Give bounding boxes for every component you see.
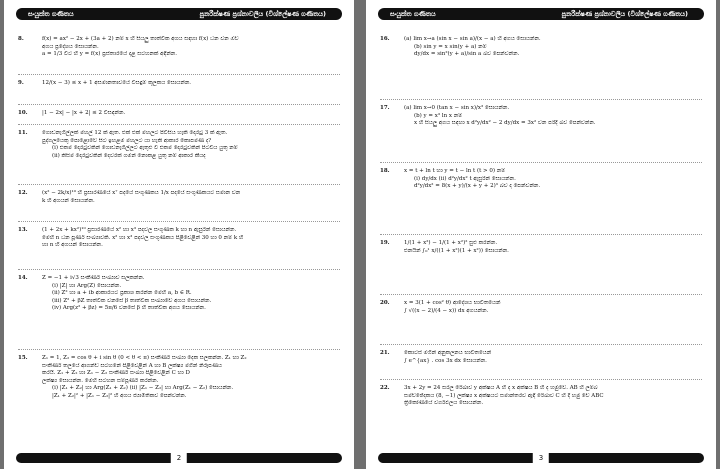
- question-body: [42, 275, 340, 313]
- question-body: [404, 240, 702, 255]
- question-separator: [18, 124, 340, 125]
- question-text-line: කොටස් මගින් අනුකලනය භාවිතයෙන්: [404, 350, 492, 356]
- question-number: 16.: [380, 36, 390, 42]
- question-number: 8.: [18, 36, 24, 42]
- question-text-line: Z = −1 + i√3 සංකීර්ණ සංඛ්‍යාව සලකන්න.: [42, 275, 145, 281]
- question-number: 10.: [18, 110, 28, 116]
- left-page: [4, 0, 354, 469]
- question: [18, 275, 340, 313]
- question-separator: [18, 74, 340, 75]
- question: [380, 350, 702, 365]
- question-separator: [380, 162, 702, 163]
- page-number: 3: [533, 452, 549, 464]
- sub-question-line: d²y/dx² = 8(x + y)/(x + y + 2)³ බව ද පෙන්වන්න.: [414, 183, 541, 190]
- question-text-line: සංකීර්ණ තලයේ ආගන්ඩ් සටහනේ පිළිවෙළින් A හා B ලක්ෂ්‍ය මගින් නිරූපණය: [42, 362, 222, 369]
- question-separator: [380, 379, 702, 380]
- sub-question-line: (iii) Z² + βZ තාත්වික වනසේ β තාත්වික සංඛ්‍යාවේ අගය සොයන්න.: [52, 297, 212, 304]
- header-title: පුනරීක්ෂණ ප්‍රශ්නාවලිය (විශ්ලේෂණ ගණිතය): [199, 9, 326, 18]
- question-separator: [380, 344, 702, 345]
- question-text-line: හා n හි අගයන් සොයන්න.: [42, 242, 103, 249]
- question-text-line: f(x) = ax² − 2x + (3a + 2) නම් x හි සියලු තාත්වික අගය සඳහා f(x) ධන වන ඔව්: [42, 36, 239, 42]
- question: [18, 190, 340, 205]
- sub-question-line: (ii) Z² හා a + ib ආකාරයට ප්‍රකාශ කරන්න මෙහි a, b ∈ R.: [52, 290, 192, 297]
- question-text-line: (a) lim x→a (sin x − sin a)/(x − a) හි අගය සොයන්න.: [404, 36, 541, 42]
- question-body: [42, 190, 340, 205]
- question-text-line: කරයි. Z₁ + Z₂ හා Z₁ − Z₂ සංකීර්ණ සංඛ්‍යා පිළිවෙළින් C හා D: [42, 370, 190, 377]
- sub-question-line: (b) y = x³ ln x නම්: [414, 112, 463, 119]
- question: [380, 36, 702, 59]
- question-body: [42, 36, 340, 59]
- page-header: [378, 8, 704, 20]
- question-number: 21.: [380, 350, 390, 356]
- page-footer: [16, 453, 342, 463]
- question-number: 20.: [380, 300, 390, 306]
- question: [18, 110, 340, 118]
- question: [18, 227, 340, 250]
- question-body: [404, 105, 702, 128]
- question-text-line: k හි අගයන් සොයන්න.: [42, 197, 95, 204]
- question-number: 12.: [18, 190, 28, 196]
- question-number: 9.: [18, 80, 24, 86]
- question-number: 13.: [18, 227, 28, 233]
- question-separator: [18, 349, 340, 350]
- question-text-line: ගොඩනැගිල්ලක් මහල් 12 ක් ඇත. එක් එක් මහලට පිවිසිය හැකි දොරටු 3 ක් ඇත.: [42, 130, 228, 136]
- question-body: [404, 36, 702, 59]
- question-body: [42, 355, 340, 401]
- question-separator: [18, 104, 340, 105]
- sub-question-line: dy/dx = sin²(y + a)/sin a බව පෙන්වන්න.: [414, 51, 520, 58]
- sub-question-line: (ii) කිසිම දොරටුවකින් දෙවරක් ගමන් නොකළ යුතු නම් ආකාර කීයද: [52, 152, 206, 159]
- question-text-line: (1 + 2x + kx²)¹⁰ ප්‍රසාරණයේ x² හා x³ පදවල සංගුණක k හා n ඇසුරින් සොයන්න.: [42, 227, 237, 233]
- question-text-line: අගය ප්‍රදේශය සොයන්න.: [42, 43, 99, 50]
- page-number: 2: [171, 452, 187, 464]
- question: [18, 36, 340, 59]
- question: [380, 240, 702, 255]
- question: [380, 385, 702, 408]
- question-text-line: එනයින් ∫₀¹ x/((1 + x²)(1 + x²)) සොයන්න.: [404, 247, 509, 254]
- question-text-line: x = t + ln t හා y = t − ln t (t > 0) නම්: [404, 168, 506, 174]
- sub-question-line: (iv) Arg(z² + βz) = 5π/6 වනසේ β හි තාත්වික අගය සොයන්න.: [52, 305, 206, 312]
- question-text-line: සමච්ඡේදකය (8, −1) ලක්ෂ්‍ය x අක්ෂයට සමාන්තරව ඇඳි රේඛාව C හි දී හමු වේ ABC: [404, 392, 604, 399]
- question-body: [42, 130, 340, 160]
- question-text-line: 12/(x − 3) ≤ x + 1 අසමානතාවයේ විසඳුම් කුලකය සොයන්න.: [42, 80, 192, 86]
- question-text-line: පුද්ගලයෙකු පොළොවේ සිට ඉහළම මහලට යා හැකි ආකාර කොපමණ ද?: [42, 137, 212, 144]
- question-text-line: ලක්ෂ්‍ය සොයන්න. මෙහි සටහන සම්පූර්ණ කරන්න.: [42, 377, 159, 384]
- question: [18, 355, 340, 401]
- question-body: [42, 227, 340, 250]
- question-number: 18.: [380, 168, 390, 174]
- question: [380, 168, 702, 191]
- question-text-line: Z₁ = 1, Z₂ = cos θ + i sin θ (0 < θ < π) සංකීර්ණ සංඛ්‍යා දෙක සලකන්න. Z₁ හා Z₂: [42, 355, 247, 361]
- question-text-line: 3x + 2y = 24 සරල රේඛාව y අක්ෂය A හි ද x අක්ෂය B හි ද හමුවේ. AB හි ලම්බ: [404, 385, 598, 391]
- question-body: [42, 80, 340, 88]
- question: [18, 130, 340, 160]
- question-text-line: x = 3(1 + cos² θ) ආදේශය භාවිතයෙන්: [404, 300, 501, 306]
- question-separator: [380, 99, 702, 100]
- right-page: [366, 0, 716, 469]
- sub-question-line: (i) |Z₁ + Z₂| හා Arg(Z₁ + Z₂) (ii) |Z₁ − Z₂| හා Arg(Z₁ − Z₂) සොයන්න.: [52, 385, 234, 392]
- header-subject: සංයුක්ත ගණිතය: [28, 9, 74, 18]
- question-separator: [18, 269, 340, 270]
- question-text-line: ∫ √((x − 2)/(4 − x)) dx අගයන්න.: [404, 307, 489, 314]
- question: [18, 80, 340, 88]
- question-separator: [18, 221, 340, 222]
- sub-question-line: (b) sin y = x sin(y + a) නම්: [414, 43, 487, 50]
- page-footer: [378, 453, 704, 463]
- question-body: [404, 300, 702, 315]
- question-number: 15.: [18, 355, 28, 361]
- question-text-line: ත්‍රිකෝණයේ වර්ගඵලය සොයන්න.: [404, 400, 484, 407]
- question-number: 22.: [380, 385, 390, 391]
- question-text-line: 1/(1 + x²) − 1/(1 + x²)² සුළු කරන්න.: [404, 240, 498, 246]
- question-text-line: |1 − 2x| − |x + 2| ≤ 2 විසඳන්න.: [42, 110, 126, 116]
- question-body: [42, 110, 340, 118]
- header-title: පුනරීක්ෂණ ප්‍රශ්නාවලිය (විශ්ලේෂණ ගණිතය): [561, 9, 688, 18]
- question-text-line: a = 1/3 විට හි y = f(x) ප්‍රස්තාරයේ දළ සටහනක් අඳින්න.: [42, 51, 178, 58]
- question-number: 14.: [18, 275, 28, 281]
- question: [380, 300, 702, 315]
- question-text-line: මෙහි n ධන පූර්ණ සංඛ්‍යාවකි. x² හා x³ පදවල සංගුණකය පිළිවෙළින් 30 හා 0 නම් k හි: [42, 234, 244, 241]
- question-number: 11.: [18, 130, 28, 136]
- question-separator: [18, 184, 340, 185]
- question-separator: [380, 234, 702, 235]
- question-separator: [380, 294, 702, 295]
- sub-question-line: (i) |Z| හා Arg(Z) සොයන්න.: [52, 282, 122, 289]
- sub-question-line: (i) dy/dx (ii) d²y/dx² t ඇසුරින් සොයන්න.: [414, 175, 516, 182]
- question-text-line: ∫ e^{ax} . cos 3x dx සොයන්න.: [404, 357, 487, 364]
- question-body: [404, 385, 702, 408]
- sub-question-line: x හි සියලු අගය සඳහා x d²y/dx² − 2 dy/dx = 3x² වන පරිදි බව පෙන්වන්න.: [414, 120, 596, 127]
- question-number: 19.: [380, 240, 390, 246]
- sub-question-line: |Z₁ + Z₂|² + |Z₁ − Z₂|² හි අගය ජ්‍යාමිතිකව පෙන්වන්න.: [52, 392, 187, 399]
- question-body: [404, 168, 702, 191]
- question-text-line: (a) lim x→0 (tan x − sin x)/x³ සොයන්න.: [404, 105, 510, 111]
- question-body: [404, 350, 702, 365]
- header-subject: සංයුක්ත ගණිතය: [390, 9, 436, 18]
- question-text-line: (x² − 2k/x)¹⁰ හි ප්‍රසාරණයේ x⁷ පදයේ සංගුණකය 1/x පදයේ සංගුණකයට සමාන වන: [42, 190, 241, 196]
- question: [380, 105, 702, 128]
- question-number: 17.: [380, 105, 390, 111]
- page-header: [16, 8, 342, 20]
- sub-question-line: (i) එකම දොරටුවකින් ගොඩනැගිල්ලට ඇතුළු වී එකම දොරටුවකින් පිටවිය යුතු නම්: [52, 145, 238, 152]
